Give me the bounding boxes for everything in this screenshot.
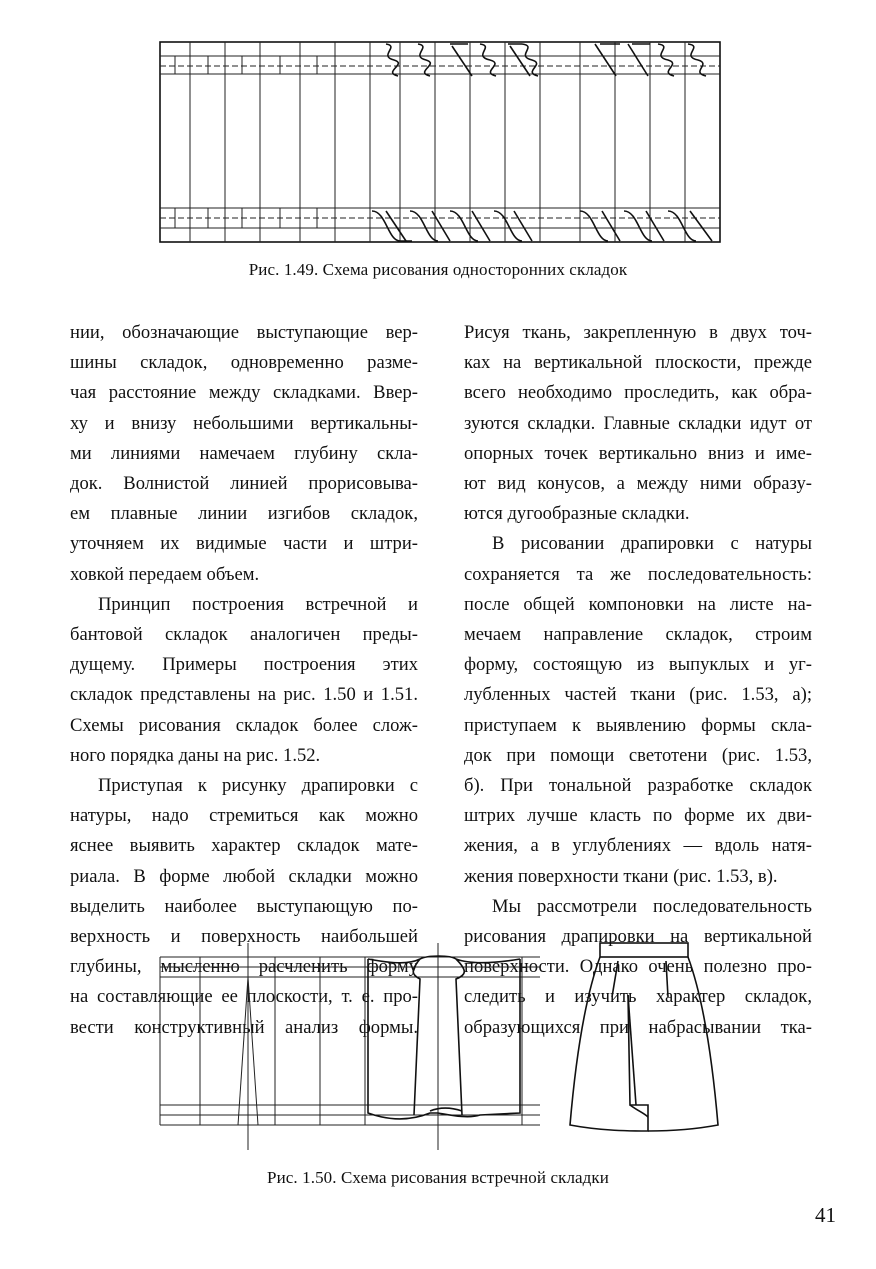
text-line: чая расстояние между складками. Ввер- <box>70 382 418 404</box>
text-line: всего необходимо проследить, как обра- <box>464 382 812 404</box>
text-line: Принцип построения встречной и <box>98 593 418 615</box>
text-line: образующихся при набрасывании тка- <box>464 1016 812 1038</box>
page-number: 41 <box>815 1203 836 1227</box>
text-line: опорных точек вертикально вниз и име- <box>464 442 812 464</box>
text-line: мечаем направление складок, строим <box>464 624 812 646</box>
right-paragraph-1 <box>464 318 812 529</box>
text-line: на составляющие ее плоскости, т. е. про- <box>70 986 418 1008</box>
figure-1-49-caption: Рис. 1.49. Схема рисования односторонних складок <box>248 260 628 279</box>
text-line: сохраняется та же последовательность: <box>464 563 812 585</box>
text-line: верхность и поверхность наибольшей <box>70 926 418 948</box>
text-line: вести конструктивный анализ формы. <box>70 1016 418 1038</box>
text-line: жения, а в углублениях — вдоль натя- <box>464 835 812 857</box>
text-line: нии, обозначающие выступающие вер- <box>70 322 418 343</box>
text-line: жения поверхности ткани (рис. 1.53, в). <box>464 865 778 887</box>
text-line: рисования драпировки на вертикальной <box>464 926 812 948</box>
text-line: форму, состоящую из выпуклых и уг- <box>464 654 812 676</box>
text-line: приступаем к выявлению формы скла- <box>464 714 812 736</box>
text-line: док. Волнистой линией прорисовыва- <box>70 473 418 495</box>
figure-1-50 <box>150 935 730 1160</box>
figure-1-50-caption: Рис. 1.50. Схема рисования встречной складки <box>267 1168 609 1187</box>
left-paragraph-2 <box>70 590 418 771</box>
text-line: следить и изучить характер складок, <box>464 986 812 1008</box>
text-line: В рисовании драпировки с натуры <box>492 533 812 555</box>
figure-1-50-drawing <box>150 935 730 1160</box>
text-line: глубины, мысленно расчленить форму <box>70 956 418 978</box>
figure-1-49-drawing <box>150 36 730 251</box>
text-line: ках на вертикальной плоскости, прежде <box>464 352 812 374</box>
text-line: док при помощи светотени (рис. 1.53, <box>464 744 812 766</box>
text-line: лубленных частей ткани (рис. 1.53, а); <box>464 684 812 706</box>
text-line: Рисуя ткань, закрепленную в двух точ- <box>464 322 812 343</box>
text-line: ми линиями намечаем глубину скла- <box>70 442 418 464</box>
text-line: яснее выявить характер складок мате- <box>70 835 418 857</box>
text-line: Схемы рисования складок более слож- <box>70 714 418 736</box>
text-line: натуры, надо стремиться как можно <box>70 805 418 827</box>
text-line: бантовой складок аналогичен преды- <box>70 624 418 646</box>
text-line: поверхности. Однако очень полезно про- <box>464 956 812 978</box>
text-line: б). При тональной разработке складок <box>464 775 812 797</box>
text-line: ются дугообразные складки. <box>464 503 690 525</box>
right-paragraph-2 <box>464 529 812 891</box>
text-line: уточняем их видимые части и штри- <box>70 533 418 555</box>
text-line: ем плавные линии изгибов складок, <box>70 503 418 525</box>
text-line: шины складок, одновременно разме- <box>70 352 418 374</box>
text-line: Мы рассмотрели последовательность <box>492 895 812 917</box>
text-line: ют вид конусов, а между ними образу- <box>464 473 812 495</box>
text-line: складок представлены на рис. 1.50 и 1.51. <box>70 684 418 706</box>
text-line: дущему. Примеры построения этих <box>70 654 418 676</box>
left-paragraph-1 <box>70 318 418 590</box>
text-line: ховкой передаем объем. <box>70 563 260 585</box>
text-line: после общей компоновки на листе на- <box>464 593 812 615</box>
text-line: штрих лучше класть по форме их дви- <box>464 805 812 827</box>
text-line: Приступая к рисунку драпировки с <box>98 775 418 797</box>
text-line: зуются складки. Главные складки идут от <box>464 412 812 434</box>
text-line: риала. В форме любой складки можно <box>70 865 418 887</box>
text-line: выделить наиболее выступающую по- <box>70 895 418 917</box>
figure-1-49 <box>150 36 730 251</box>
text-line: ху и внизу небольшими вертикальны- <box>70 412 418 434</box>
text-line: ного порядка даны на рис. 1.52. <box>70 744 321 766</box>
